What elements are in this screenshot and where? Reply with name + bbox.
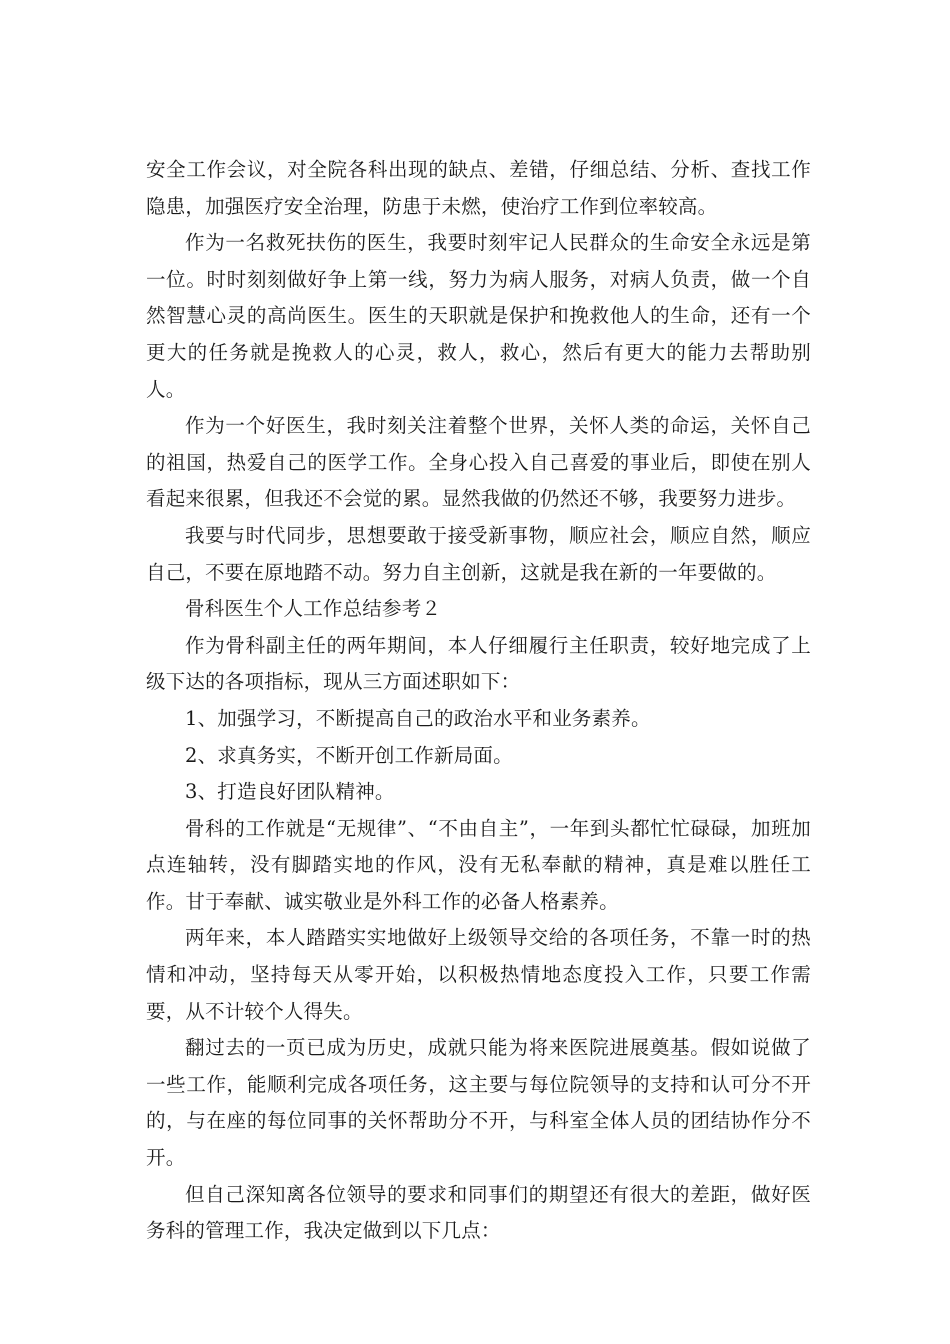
paragraph-13: 但自己深知离各位领导的要求和同事们的期望还有很大的差距，做好医务科的管理工作，我决定做到以下几点： [146, 1182, 811, 1243]
document-body [146, 152, 811, 1250]
paragraph-1: 安全工作会议，对全院各科出现的缺点、差错，仔细总结、分析、查找工作隐患，加强医疗安全治理，防患于未燃，使治疗工作到位率较高。 [146, 158, 811, 218]
paragraph-3: 作为一个好医生，我时刻关注着整个世界，关怀人类的命运，关怀自己的祖国，热爱自己的医学工作。全身心投入自己喜爱的事业后，即使在别人看起来很累，但我还不会觉的累。显然我做的仍然还不够，我要努力进步。 [146, 414, 811, 511]
paragraph-6: 作为骨科副主任的两年期间，本人仔细履行主任职责，较好地完成了上级下达的各项指标，现从三方面述职如下： [146, 633, 811, 694]
paragraph-2: 作为一名救死扶伤的医生，我要时刻牢记人民群众的生命安全永远是第一位。时时刻刻做好争上第一线，努力为病人服务，对病人负责，做一个自然智慧心灵的高尚医生。医生的天职就是保护和挽救他人的生命，还有一个更大的任务就是挽救人的心灵，救人，救心，然后有更大的能力去帮助别人。 [146, 231, 811, 401]
paragraph-4: 我要与时代同步，思想要敢于接受新事物，顺应社会，顺应自然，顺应自己，不要在原地踏不动。努力自主创新，这就是我在新的一年要做的。 [146, 523, 811, 584]
paragraph-10: 骨科的工作就是“无规律”、“不由自主”，一年到头都忙忙碌碌，加班加点连轴转，没有脚踏实地的作风，没有无私奉献的精神，真是难以胜任工作。甘于奉献、诚实敬业是外科工作的必备人格素养。 [146, 816, 811, 913]
list-item-2: 2、求真务实，不断开创工作新局面。 [185, 743, 513, 767]
paragraph-11: 两年来，本人踏踏实实地做好上级领导交给的各项任务，不靠一时的热情和冲动，坚持每天从零开始，以积极热情地态度投入工作，只要工作需要，从不计较个人得失。 [146, 926, 811, 1023]
list-item-1: 1、加强学习，不断提高自己的政治水平和业务素养。 [185, 706, 651, 730]
section-heading: 骨科医生个人工作总结参考２ [185, 597, 442, 621]
list-item-3: 3、打造良好团队精神。 [185, 780, 395, 804]
paragraph-12: 翻过去的一页已成为历史，成就只能为将来医院进展奠基。假如说做了一些工作，能顺利完成各项任务，这主要与每位院领导的支持和认可分不开的，与在座的每位同事的关怀帮助分不开，与科室全体人员的团结协作分不开。 [146, 1036, 811, 1170]
